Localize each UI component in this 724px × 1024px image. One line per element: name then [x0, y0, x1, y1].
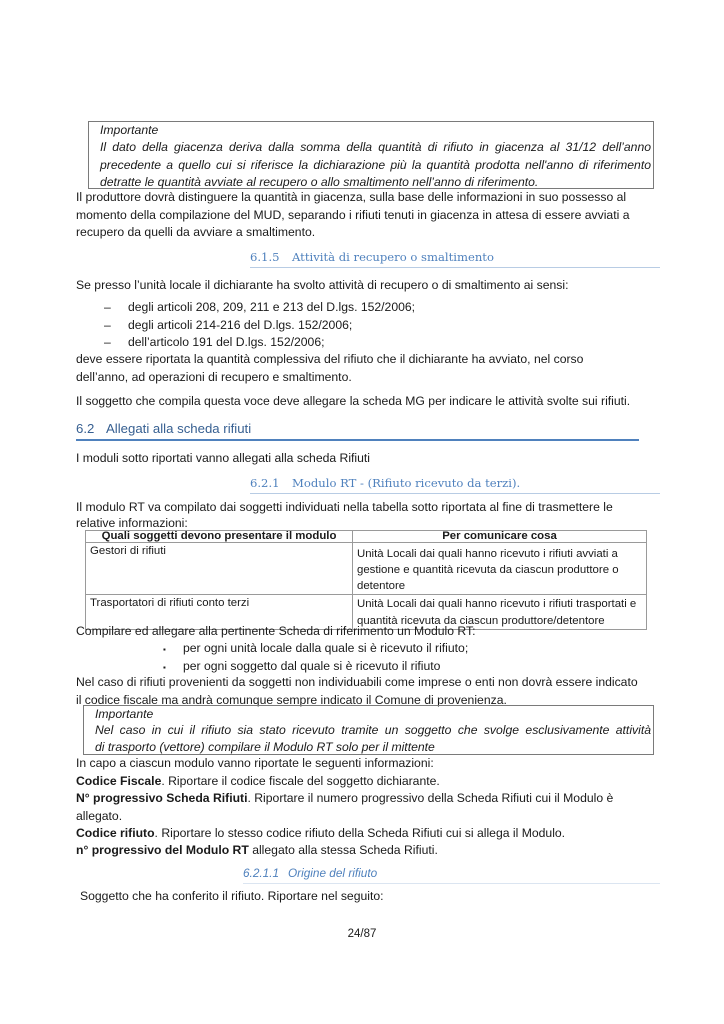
list-item: ▪ per ogni unità locale dalla quale si è ricevuto il rifiuto; [163, 640, 468, 658]
cell-text: Unità Locali dai quali hanno ricevuto i rifiuti avviati a gestione e quantità ricevuta da ciascun produttore o detentore [357, 547, 619, 593]
important-note-box-giacenza [88, 121, 654, 189]
paragraph-6211-intro: Soggetto che ha conferito il rifiuto. Riportare nel seguito: [80, 889, 384, 903]
field-text: . Riportare il codice fiscale del soggetto dichiarante. [161, 774, 440, 788]
heading-6-2-1-1 [243, 866, 660, 884]
text-line: dell’anno, ad operazioni di recupero e smaltimento. [76, 369, 352, 384]
table-cell: Trasportatori di rifiuti conto terzi [86, 595, 353, 630]
table-cell [353, 542, 647, 595]
important-note-box-vettore [83, 705, 654, 755]
table-cell: Gestori di rifiuti [86, 542, 353, 595]
field-text: allegato alla stessa Scheda Rifiuti. [248, 843, 438, 857]
page-number: 24/87 [347, 928, 377, 940]
column-header: Per comunicare cosa [353, 531, 647, 543]
note-line: detratte le quantità avviate al recupero o allo smaltimento nell’anno di riferimento. [100, 175, 539, 190]
field-codice-fiscale [76, 773, 656, 791]
field-progressivo-modulo [76, 842, 656, 860]
articles-list [104, 299, 415, 352]
paragraph-62-intro: I moduli sotto riportati vanno allegati alla scheda Rifiuti [76, 451, 371, 465]
heading-title: Allegati alla scheda rifiuti [106, 421, 252, 436]
field-text: . Riportare lo stesso codice rifiuto della Scheda Rifiuti cui si allega il Modulo. [154, 826, 566, 840]
list-item: – degli articoli 214-216 del D.lgs. 152/2006; [104, 317, 415, 335]
heading-number: 6.1.5 [250, 250, 280, 264]
note-line: di trasporto (vettore) compilare il Modulo RT solo per il mittente [95, 739, 435, 754]
text-line: Il produttore dovrà distinguere la quantità in giacenza, sulla base delle informazioni in suo possesso al [76, 190, 627, 204]
table-row [86, 542, 647, 595]
heading-6-2-1 [250, 476, 660, 494]
text-line: momento della compilazione del MUD, separando i rifiuti tenuti in giacenza in attesa di essere avviati a [76, 207, 630, 222]
list-item: ▪ per ogni soggetto dal quale si è ricevuto il rifiuto [163, 658, 468, 676]
paragraph-615-intro: Se presso l’unità locale il dichiarante ha svolto attività di recupero o di smaltimento ai sensi: [76, 278, 569, 292]
table-header-row [86, 531, 647, 543]
field-progressivo-scheda [76, 790, 656, 825]
field-label: Codice rifiuto [76, 826, 155, 840]
field-text-cont: allegato. [76, 808, 123, 823]
field-codice-rifiuto [76, 825, 656, 843]
heading-6-2 [76, 421, 639, 441]
note-line: precedente a quello cui si riferisce la dichiarazione più la quantità prodotta nell'anno di riferimento [100, 157, 651, 172]
note-line: Nel caso in cui il rifiuto sia stato ricevuto tramite un soggetto che svolge esclusivamente attività [95, 723, 651, 738]
paragraph-non-individuabili [76, 674, 656, 709]
text-line: recupero da quelli da avviare a smaltimento. [76, 225, 316, 239]
text-line: Nel caso di rifiuti provenienti da soggetti non individuabili come imprese o enti non dovrà essere indicato [76, 675, 638, 689]
paragraph-compile-intro: Compilare ed allegare alla pertinente Scheda di riferimento un Modulo RT: [76, 624, 476, 638]
modulo-rt-table [85, 530, 647, 630]
heading-title: Origine del rifiuto [288, 866, 378, 880]
paragraph-header-info: In capo a ciascun modulo vanno riportate le seguenti informazioni: [76, 756, 434, 770]
list-item: – degli articoli 208, 209, 211 e 213 del D.lgs. 152/2006; [104, 299, 415, 317]
heading-title: Modulo RT - (Rifiuto ricevuto da terzi). [292, 476, 521, 490]
field-label: n° progressivo del Modulo RT [76, 843, 249, 857]
text-line: il codice fiscale ma andrà comunque sempre indicato il Comune di provenienza. [76, 692, 507, 707]
paragraph-mg-note: Il soggetto che compila questa voce deve allegare la scheda MG per indicare le attività svolte sui rifiuti. [76, 394, 631, 408]
text-line: relative informazioni: [76, 515, 188, 530]
paragraph-giacenza [76, 189, 656, 242]
note-title: Importante [100, 123, 159, 137]
field-label: N° progressivo Scheda Rifiuti [76, 791, 248, 805]
compile-bullets [163, 640, 468, 675]
list-item: – dell’articolo 191 del D.lgs. 152/2006; [104, 334, 415, 352]
note-title: Importante [95, 707, 154, 721]
heading-title: Attività di recupero o smaltimento [292, 250, 494, 264]
cell-text: Unità Locali dai quali hanno ricevuto i rifiuti trasportati e quantità ricevuta da ciascun produttore/detentore [357, 598, 637, 627]
heading-number: 6.2.1.1 [243, 866, 280, 880]
field-label: Codice Fiscale [76, 774, 162, 788]
heading-6-1-5 [250, 250, 660, 268]
text-line: Il modulo RT va compilato dai soggetti individuati nella tabella sotto riportata al fine di trasmettere le [76, 500, 613, 514]
column-header: Quali soggetti devono presentare il modulo [86, 531, 353, 543]
paragraph-621-intro [76, 500, 656, 531]
paragraph-615-after [76, 351, 656, 386]
field-text: . Riportare il numero progressivo della Scheda Rifiuti cui il Modulo è [247, 791, 614, 805]
heading-number: 6.2.1 [250, 476, 280, 490]
note-line: Il dato della giacenza deriva dalla somma della quantità di rifiuto in giacenza al 31/12 dell’anno [100, 140, 651, 155]
text-line: deve essere riportata la quantità complessiva del rifiuto che il dichiarante ha avviato, nel corso [76, 352, 584, 366]
heading-number: 6.2 [76, 421, 95, 436]
